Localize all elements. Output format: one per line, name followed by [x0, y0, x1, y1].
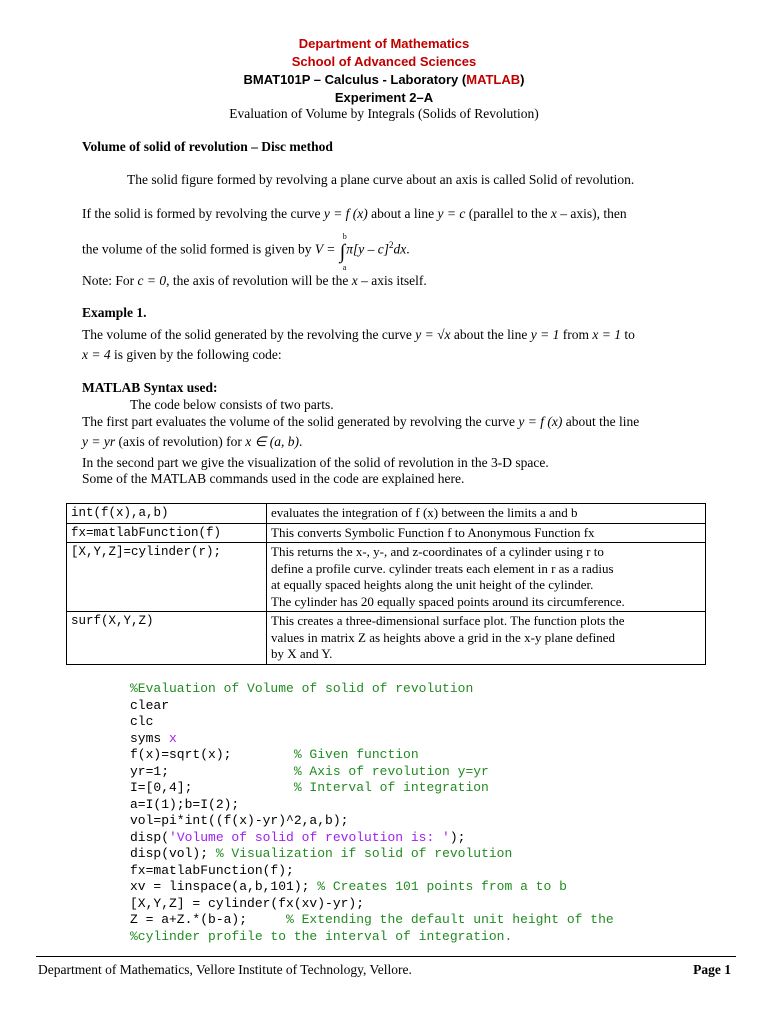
description-cell: This returns the x-, y-, and z-coordinates of a cylinder using r to define a profile curve. cylinder treats each element in r as a radius at equally spaced heights along the unit height of the cylinder. The cylinder has 20 equally spaced points around its circumference.	[267, 543, 706, 612]
code-line: xv = linspace(a,b,101); % Creates 101 points from a to b	[130, 879, 567, 894]
code-line: disp('Volume of solid of revolution is: ');	[130, 829, 466, 845]
command-cell: fx=matlabFunction(f)	[67, 523, 267, 543]
syntax-line-5: Some of the MATLAB commands used in the code are explained here.	[82, 471, 465, 486]
example-title: Example 1.	[82, 305, 147, 320]
page-number: Page 1	[693, 962, 731, 977]
note: Note: For c = 0, the axis of revolution will be the x – axis itself.	[82, 273, 427, 288]
code-line: clear	[130, 697, 170, 713]
description-cell: evaluates the integration of f (x) between the limits a and b	[267, 504, 706, 524]
code-line: I=[0,4]; % Interval of integration	[130, 780, 489, 795]
table-row	[67, 543, 706, 612]
syntax-title: MATLAB Syntax used:	[82, 380, 218, 395]
code-line: syms x	[130, 730, 177, 746]
table-row	[67, 612, 706, 665]
experiment-title: Experiment 2–A	[334, 90, 434, 105]
experiment-subtitle: Evaluation of Volume by Integrals (Solids of Revolution)	[229, 106, 539, 121]
syntax-line-1: The code below consists of two parts.	[130, 397, 334, 412]
code-line: %Evaluation of Volume of solid of revolution	[130, 681, 474, 696]
code-line: clc	[130, 714, 154, 729]
code-line: fx=matlabFunction(f);	[130, 862, 294, 878]
matlab-code-block	[130, 681, 614, 945]
syntax-line-4: In the second part we give the visualization of the solid of revolution in the 3-D space.	[82, 455, 549, 470]
course-title: BMAT101P – Calculus - Laboratory (MATLAB)	[243, 72, 525, 87]
table-row	[67, 504, 706, 524]
footer-divider	[36, 956, 736, 957]
command-cell: surf(X,Y,Z)	[67, 612, 267, 665]
paragraph-1: If the solid is formed by revolving the curve y = f (x) about a line y = c (parallel to the x – axis), then	[82, 206, 627, 221]
syntax-line-3: y = yr (axis of revolution) for x ∈ (a, b).	[82, 434, 303, 449]
school-title: School of Advanced Sciences	[291, 54, 477, 69]
code-line: [X,Y,Z] = cylinder(fx(xv)-yr);	[130, 895, 365, 911]
code-line: vol=pi*int((f(x)-yr)^2,a,b);	[130, 813, 349, 828]
footer-institution: Department of Mathematics, Vellore Institute of Technology, Vellore.	[38, 962, 412, 977]
integral-symbol: ∫ b a	[339, 231, 347, 272]
code-line: yr=1; % Axis of revolution y=yr	[130, 763, 489, 779]
description-cell: This creates a three-dimensional surface plot. The function plots the values in matrix Z as heights above a grid in the x-y plane defined by X and Y.	[267, 612, 706, 665]
paragraph-2: the volume of the solid formed is given by V = ∫ b a π[y – c]$^2$dx.	[82, 231, 410, 272]
section-title: Volume of solid of revolution – Disc method	[82, 139, 333, 154]
command-table	[66, 503, 706, 665]
code-line: Z = a+Z.*(b-a); % Extending the default unit height of the	[130, 912, 614, 927]
syntax-line-2: The first part evaluates the volume of the solid generated by revolving the curve y = f (x) about the line	[82, 414, 640, 429]
dept-title: Department of Mathematics	[298, 36, 470, 51]
table-row	[67, 523, 706, 543]
command-cell: [X,Y,Z]=cylinder(r);	[67, 543, 267, 612]
code-line: disp(vol); % Visualization if solid of revolution	[130, 846, 513, 861]
code-line: f(x)=sqrt(x); % Given function	[130, 747, 419, 762]
example-line-1: The volume of the solid generated by the revolving the curve y = √x about the line y = 1 from x = 1 to	[82, 327, 635, 342]
code-line: a=I(1);b=I(2);	[130, 796, 240, 812]
intro-paragraph: The solid figure formed by revolving a plane curve about an axis is called Solid of revolution.	[127, 172, 635, 187]
example-line-2: x = 4 is given by the following code:	[82, 347, 282, 362]
code-line: %cylinder profile to the interval of integration.	[130, 928, 513, 944]
description-cell: This converts Symbolic Function f to Anonymous Function fx	[267, 523, 706, 543]
command-cell: int(f(x),a,b)	[67, 504, 267, 524]
